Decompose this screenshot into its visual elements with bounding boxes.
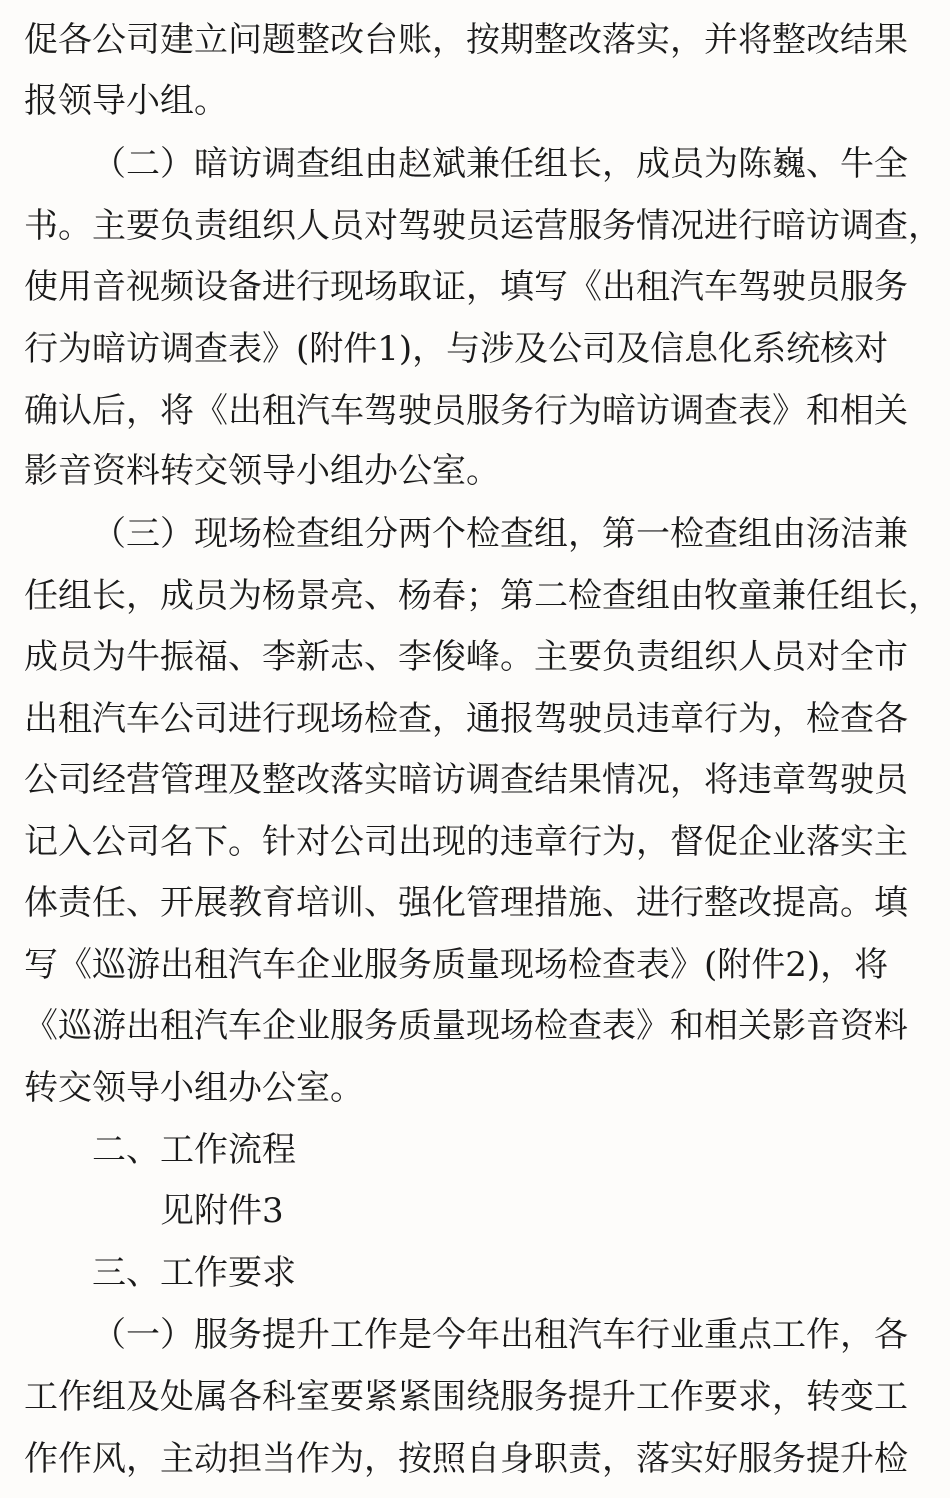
text-line: 转交领导小组办公室。	[24, 1068, 364, 1108]
text-line: 任组长，成员为杨景亮、杨春；第二检查组由牧童兼任组长，	[24, 576, 942, 616]
text-line: 影音资料转交领导小组办公室。	[24, 451, 500, 491]
text-line: 确认后，将《出租汽车驾驶员服务行为暗访调查表》和相关	[24, 391, 908, 431]
text-line: 书。主要负责组织人员对驾驶员运营服务情况进行暗访调查，	[24, 206, 942, 246]
text-line: 体责任、开展教育培训、强化管理措施、进行整改提高。填	[24, 883, 908, 923]
text-line: 写《巡游出租汽车企业服务质量现场检查表》(附件2)，将	[24, 945, 889, 985]
text-line: 促各公司建立问题整改台账，按期整改落实，并将整改结果	[24, 20, 908, 60]
text-line: 报领导小组。	[24, 81, 228, 121]
text-line: （一）服务提升工作是今年出租汽车行业重点工作，各	[92, 1315, 908, 1355]
text-line: 工作组及处属各科室要紧紧围绕服务提升工作要求，转变工	[24, 1377, 908, 1417]
text-line: （三）现场检查组分两个检查组，第一检查组由汤洁兼	[92, 514, 908, 554]
text-line: 《巡游出租汽车企业服务质量现场检查表》和相关影音资料	[24, 1006, 908, 1046]
text-line: 作作风，主动担当作为，按照自身职责，落实好服务提升检	[24, 1439, 908, 1479]
text-line: 见附件3	[160, 1191, 284, 1231]
text-line: 成员为牛振福、李新志、李俊峰。主要负责组织人员对全市	[24, 637, 908, 677]
text-line: （二）暗访调查组由赵斌兼任组长，成员为陈巍、牛全	[92, 144, 908, 184]
text-line: 使用音视频设备进行现场取证，填写《出租汽车驾驶员服务	[24, 267, 908, 307]
text-line: 行为暗访调查表》(附件1)，与涉及公司及信息化系统核对	[24, 329, 889, 369]
text-line: 公司经营管理及整改落实暗访调查结果情况，将违章驾驶员	[24, 760, 908, 800]
section-heading: 二、工作流程	[92, 1130, 296, 1170]
section-heading: 三、工作要求	[92, 1253, 296, 1293]
text-line: 记入公司名下。针对公司出现的违章行为，督促企业落实主	[24, 822, 908, 862]
text-line: 出租汽车公司进行现场检查，通报驾驶员违章行为，检查各	[24, 699, 908, 739]
